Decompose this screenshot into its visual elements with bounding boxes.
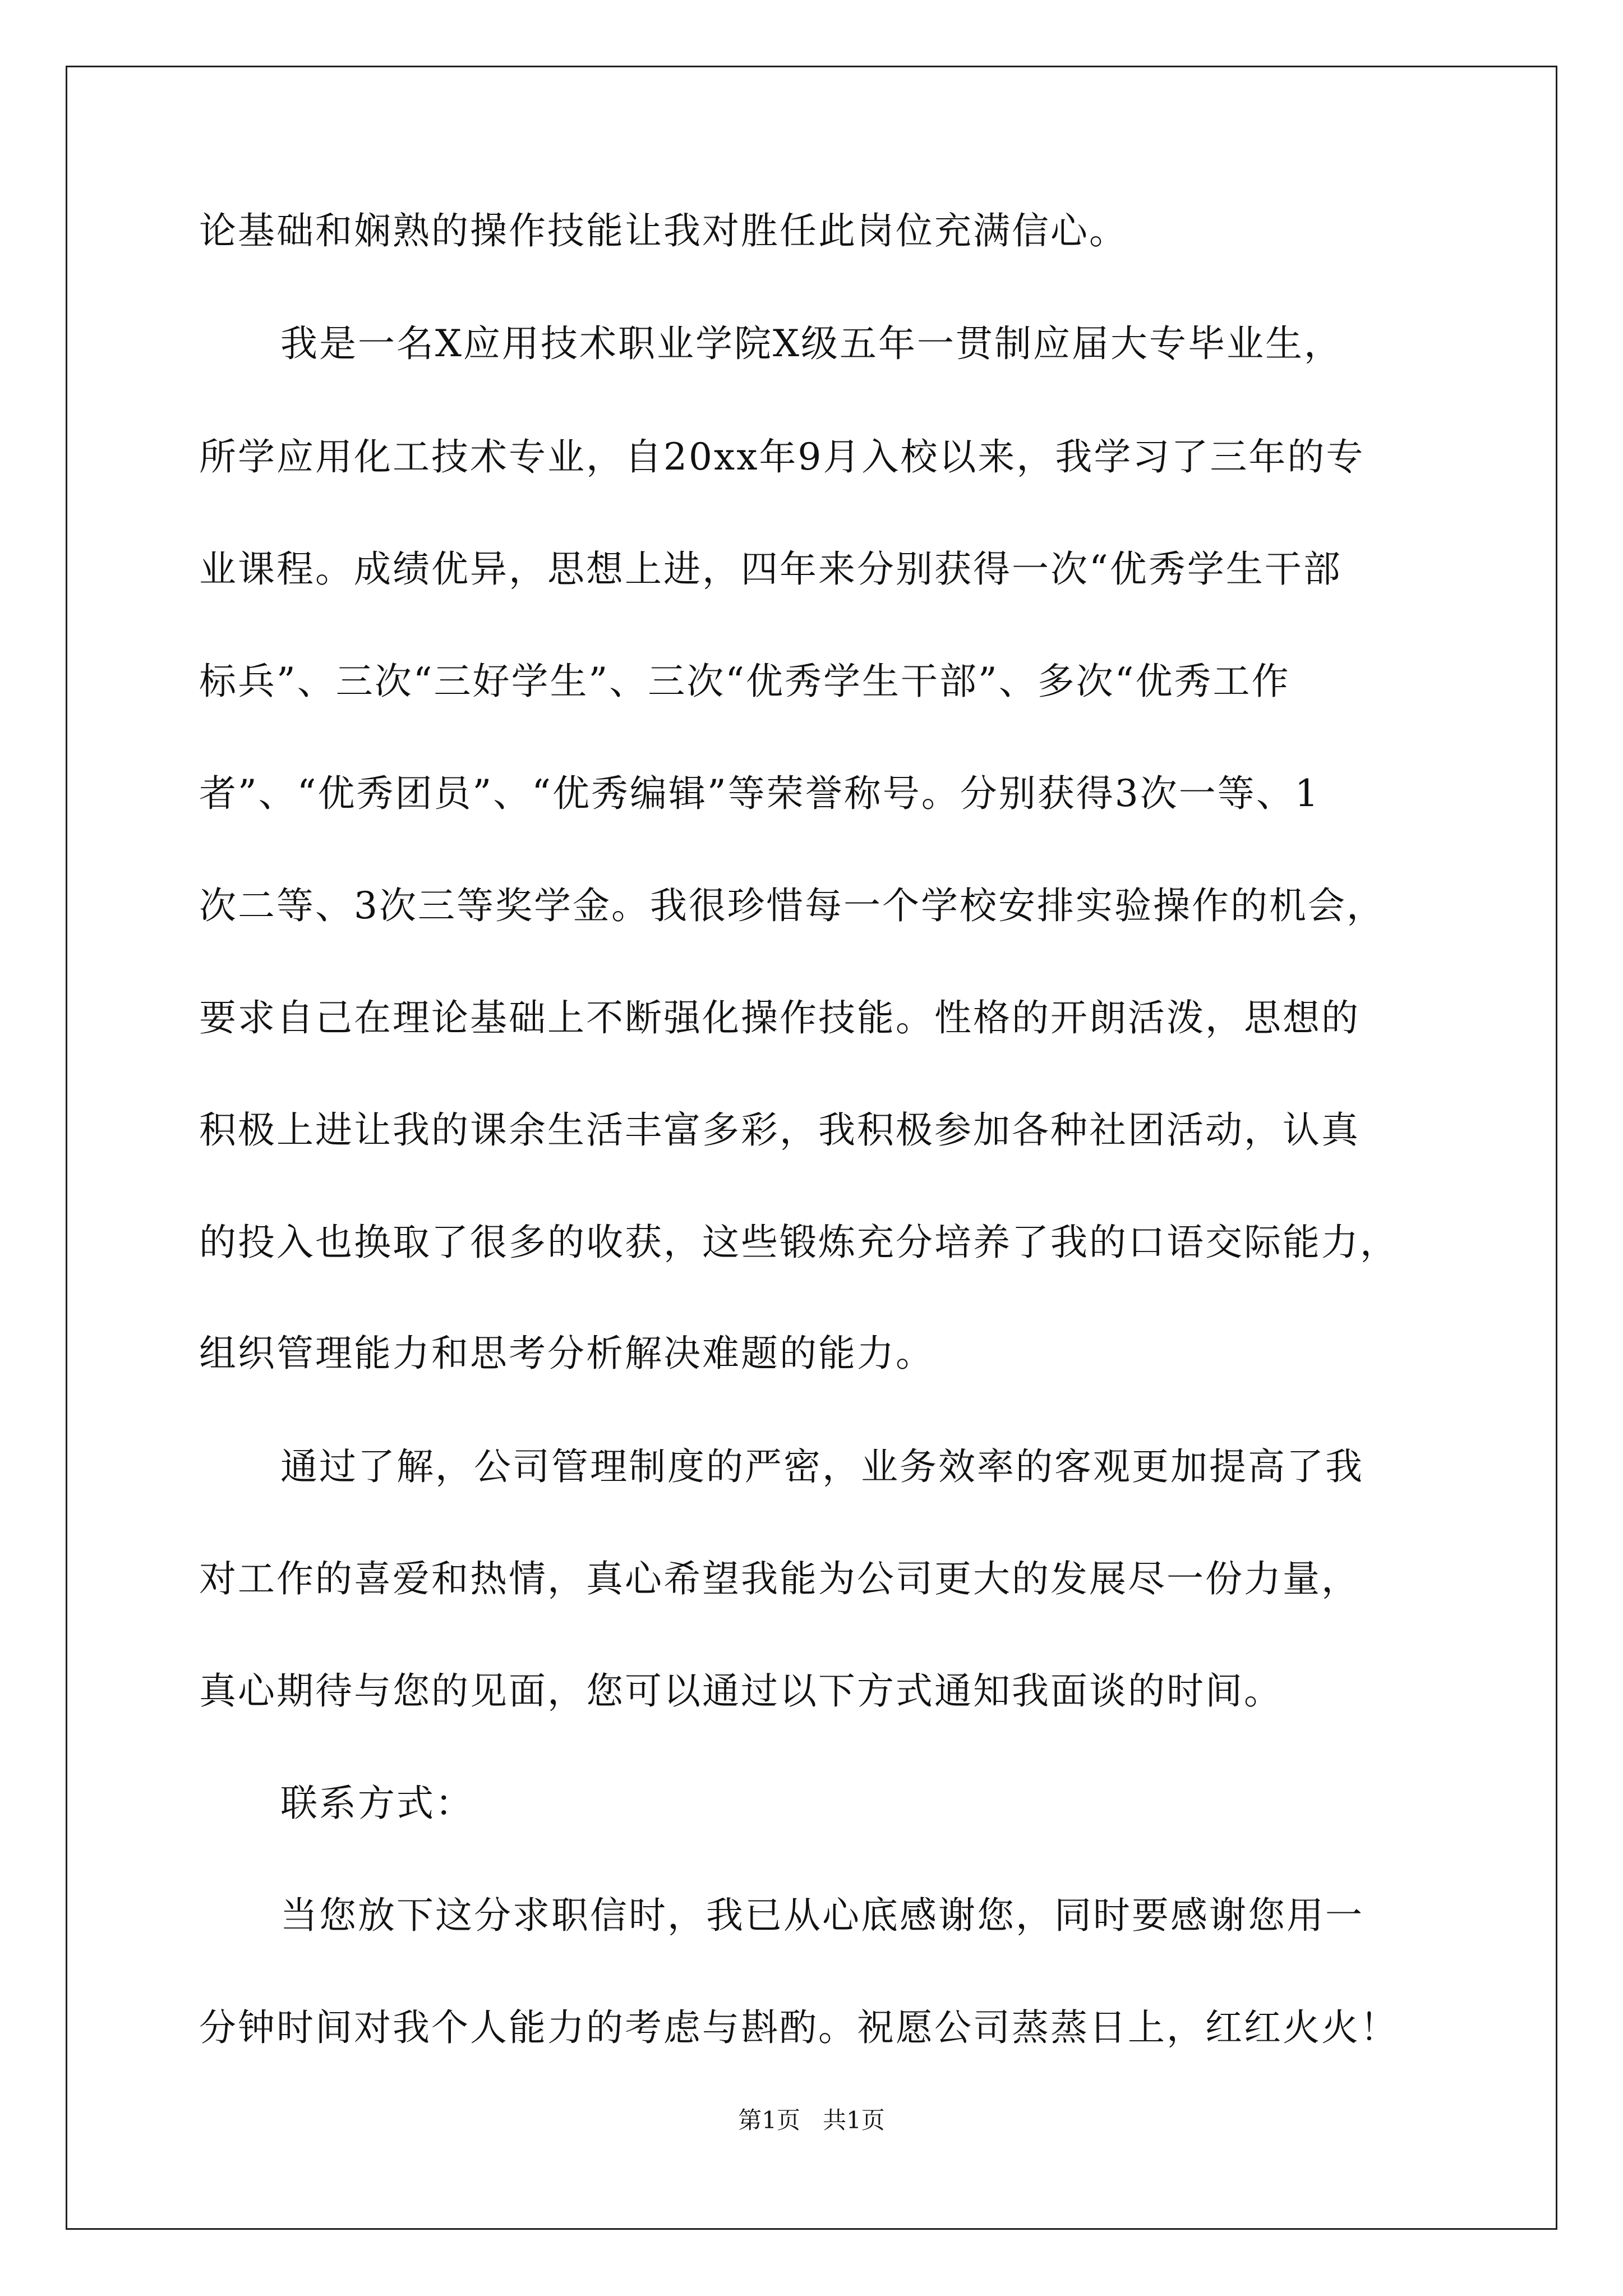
body-line: 分钟时间对我个人能力的考虑与斟酌。祝愿公司蒸蒸日上，红红火火！: [199, 2006, 1399, 2049]
body-line: 者”、“优秀团员”、“优秀编辑”等荣誉称号。分别获得3次一等、1: [199, 772, 1320, 815]
body-line: 业课程。成绩优异，思想上进，四年来分别获得一次“优秀学生干部: [199, 547, 1342, 591]
body-line: 组织管理能力和思考分析解决难题的能力。: [199, 1332, 934, 1375]
contact-heading: 联系方式：: [280, 1782, 474, 1825]
body-line: 次二等、3次三等奖学金。我很珍惜每一个学校安排实验操作的机会，: [199, 884, 1385, 927]
body-line: 要求自己在理论基础上不断强化操作技能。性格的开朗活泼，思想的: [199, 996, 1360, 1039]
page-number-footer: 第1页 共1页: [738, 2106, 885, 2134]
body-line: 真心期待与您的见面，您可以通过以下方式通知我面谈的时间。: [199, 1669, 1283, 1713]
paragraph-first-line: 我是一名X应用技术职业学院X级五年一贯制应届大专毕业生，: [280, 322, 1343, 365]
body-line: 论基础和娴熟的操作技能让我对胜任此岗位充满信心。: [199, 209, 1128, 252]
body-line: 积极上进让我的课余生活丰富多彩，我积极参加各种社团活动，认真: [199, 1108, 1360, 1152]
body-line: 对工作的喜爱和热情，真心希望我能为公司更大的发展尽一份力量，: [199, 1557, 1360, 1600]
body-line: 标兵”、三次“三好学生”、三次“优秀学生干部”、多次“优秀工作: [199, 660, 1290, 703]
paragraph-first-line: 当您放下这分求职信时，我已从心底感谢您，同时要感谢您用一: [280, 1894, 1364, 1937]
body-line: 的投入也换取了很多的收获，这些锻炼充分培养了我的口语交际能力，: [199, 1221, 1399, 1264]
body-line: 所学应用化工技术专业，自20xx年9月入校以来，我学习了三年的专: [199, 435, 1365, 478]
paragraph-first-line: 通过了解，公司管理制度的严密，业务效率的客观更加提高了我: [280, 1445, 1364, 1488]
